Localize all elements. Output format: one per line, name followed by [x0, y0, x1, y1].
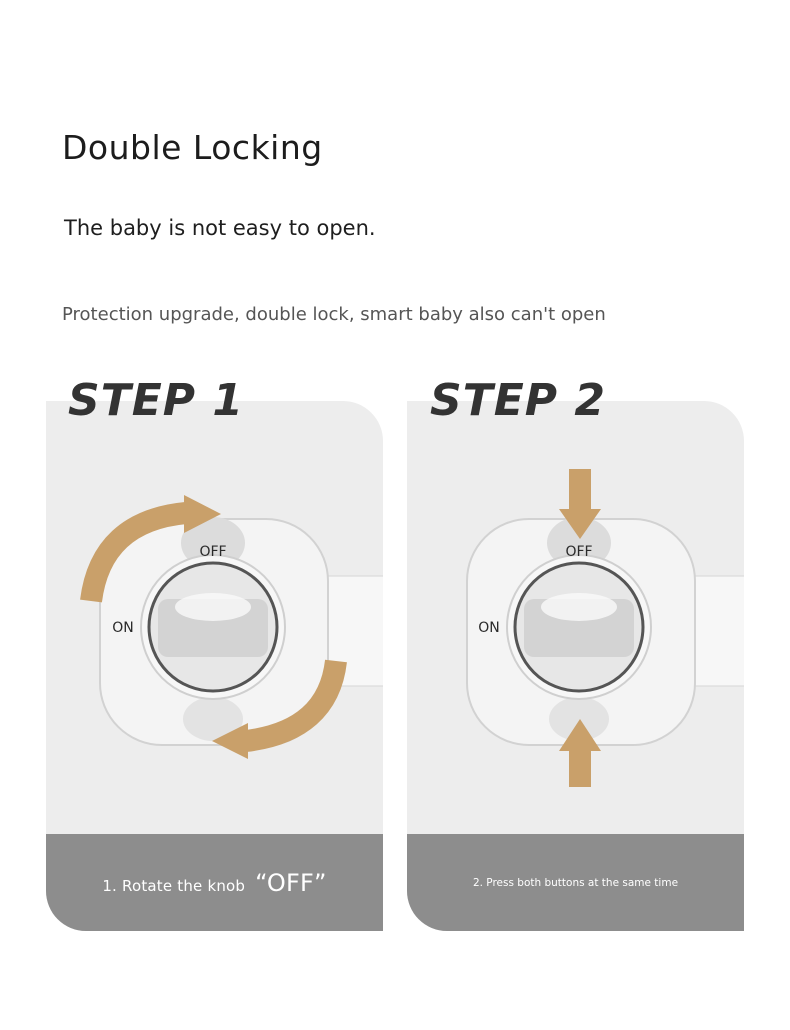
off-label: OFF — [199, 544, 227, 560]
step-1-caption — [102, 869, 326, 897]
press-arrow-top — [569, 469, 591, 513]
step-2-footer — [407, 834, 744, 931]
step-1-footer — [46, 834, 383, 931]
step-1-caption-highlight: “OFF” — [255, 868, 327, 897]
page-title: Double Locking — [62, 128, 323, 167]
page-subtitle: The baby is not easy to open. — [64, 216, 376, 240]
step-2-heading: STEP 2 — [430, 375, 606, 426]
press-arrow-bottom — [569, 749, 591, 787]
off-label: OFF — [565, 544, 593, 560]
step-2-caption: 2. Press both buttons at the same time — [472, 876, 679, 889]
step-1-caption-text: 1. Rotate the knob — [102, 876, 246, 895]
step-1-heading: STEP 1 — [68, 375, 244, 426]
step-2-card — [407, 401, 744, 931]
on-label: ON — [112, 620, 134, 636]
page-description: Protection upgrade, double lock, smart baby also can't open — [62, 304, 606, 325]
step-1-card — [46, 401, 383, 931]
on-label: ON — [478, 620, 500, 636]
